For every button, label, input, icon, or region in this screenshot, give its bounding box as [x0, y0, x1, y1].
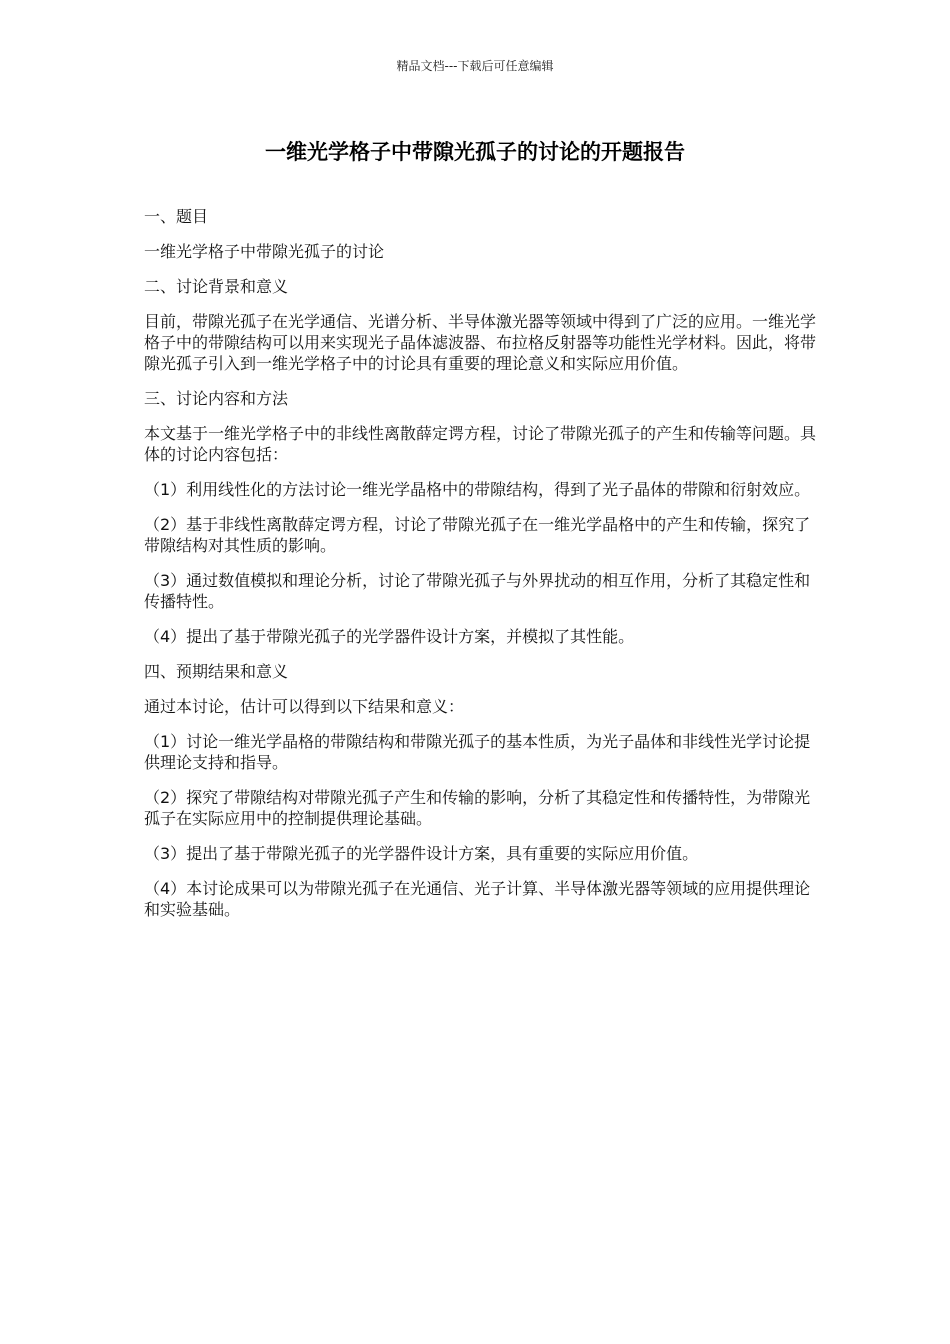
- section-heading-content: 三、讨论内容和方法: [144, 389, 289, 408]
- document-title: 一维光学格子中带隙光孤子的讨论的开题报告: [265, 140, 685, 164]
- results-item-4: （4）本讨论成果可以为带隙光孤子在光通信、光子计算、半导体激光器等领域的应用提供理论和实验基础。: [144, 879, 811, 919]
- header-note: 精品文档---下载后可任意编辑: [396, 59, 554, 73]
- content-item-2: （2）基于非线性离散薛定谔方程，讨论了带隙光孤子在一维光学晶格中的产生和传输，探究了带隙结构对其性质的影响。: [144, 515, 811, 555]
- content-item-3: （3）通过数值模拟和理论分析，讨论了带隙光孤子与外界扰动的相互作用，分析了其稳定性和传播特性。: [144, 571, 811, 611]
- document-body: [144, 206, 816, 934]
- section-heading-background: 二、讨论背景和意义: [144, 277, 289, 296]
- results-intro-paragraph: 通过本讨论，估计可以得到以下结果和意义：: [144, 697, 465, 716]
- results-item-2: （2）探究了带隙结构对带隙光孤子产生和传输的影响，分析了其稳定性和传播特性，为带隙光孤子在实际应用中的控制提供理论基础。: [144, 788, 811, 828]
- section-heading-results: 四、预期结果和意义: [144, 662, 289, 681]
- content-intro-paragraph: 本文基于一维光学格子中的非线性离散薛定谔方程，讨论了带隙光孤子的产生和传输等问题。具体的讨论内容包括：: [144, 424, 817, 464]
- content-item-4: （4）提出了基于带隙光孤子的光学器件设计方案，并模拟了其性能。: [144, 627, 635, 646]
- section-heading-topic: 一、题目: [144, 207, 209, 226]
- topic-text: 一维光学格子中带隙光孤子的讨论: [144, 242, 385, 261]
- results-item-3: （3）提出了基于带隙光孤子的光学器件设计方案，具有重要的实际应用价值。: [144, 844, 699, 863]
- background-paragraph: 目前，带隙光孤子在光学通信、光谱分析、半导体激光器等领域中得到了广泛的应用。一维光学格子中的带隙结构可以用来实现光子晶体滤波器、布拉格反射器等功能性光学材料。因此，将带隙光孤子引入到一维光学格子中的讨论具有重要的理论意义和实际应用价值。: [144, 312, 817, 373]
- results-item-1: （1）讨论一维光学晶格的带隙结构和带隙光孤子的基本性质，为光子晶体和非线性光学讨论提供理论支持和指导。: [144, 732, 811, 772]
- content-item-1: （1）利用线性化的方法讨论一维光学晶格中的带隙结构，得到了光子晶体的带隙和衍射效应。: [144, 480, 811, 499]
